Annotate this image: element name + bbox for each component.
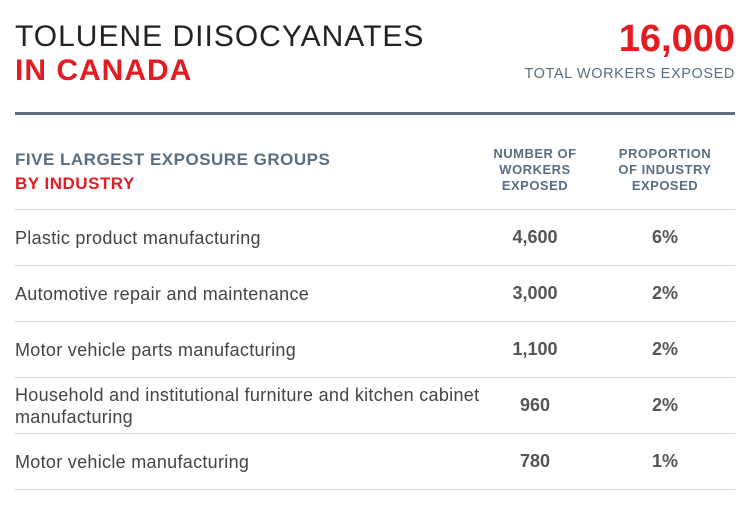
column-header-proportion: [605, 146, 725, 194]
table-body: [15, 209, 735, 490]
proportion-cell: 2%: [651, 283, 678, 303]
group-heading: [15, 148, 330, 196]
table-row: [15, 209, 735, 265]
total-workers-value: 16,000: [618, 18, 735, 60]
title-line1: TOLUENE DIISOCYANATES: [15, 20, 425, 53]
column-header-proportion-line: PROPORTION: [618, 146, 712, 161]
workers-cell: 960: [519, 395, 551, 415]
industry-cell: Motor vehicle manufacturing: [15, 451, 250, 472]
workers-cell: 780: [519, 451, 551, 471]
industry-cell: Automotive repair and maintenance: [15, 283, 310, 304]
industry-cell: Plastic product manufacturing: [15, 227, 261, 248]
table-row: [15, 377, 735, 433]
title-line2: IN CANADA: [15, 54, 193, 87]
table-header: [15, 115, 735, 209]
table-row: [15, 265, 735, 321]
proportion-cell: 1%: [651, 451, 678, 471]
workers-cell: 3,000: [512, 283, 558, 303]
workers-cell: 1,100: [512, 339, 558, 359]
column-header-proportion-line: OF INDUSTRY: [618, 162, 712, 177]
header: [15, 0, 735, 113]
group-heading-line2: BY INDUSTRY: [15, 174, 135, 193]
proportion-cell: 2%: [651, 339, 678, 359]
workers-cell: 4,600: [512, 227, 558, 247]
column-header-workers: [475, 146, 595, 194]
industry-cell: Household and institutional furniture and kitchen cabinet manufacturing: [15, 384, 480, 427]
infographic: [15, 0, 735, 525]
total-workers-caption: TOTAL WORKERS EXPOSED: [524, 66, 735, 82]
column-header-workers-line: EXPOSED: [501, 178, 569, 193]
column-header-workers-line: WORKERS: [499, 162, 571, 177]
column-header-workers-line: NUMBER OF: [493, 146, 577, 161]
table-row: [15, 433, 735, 490]
proportion-cell: 2%: [651, 395, 678, 415]
group-heading-line1: FIVE LARGEST EXPOSURE GROUPS: [15, 150, 331, 169]
proportion-cell: 6%: [651, 227, 678, 247]
industry-cell: Motor vehicle parts manufacturing: [15, 339, 297, 360]
column-header-proportion-line: EXPOSED: [631, 178, 699, 193]
table-row: [15, 321, 735, 377]
